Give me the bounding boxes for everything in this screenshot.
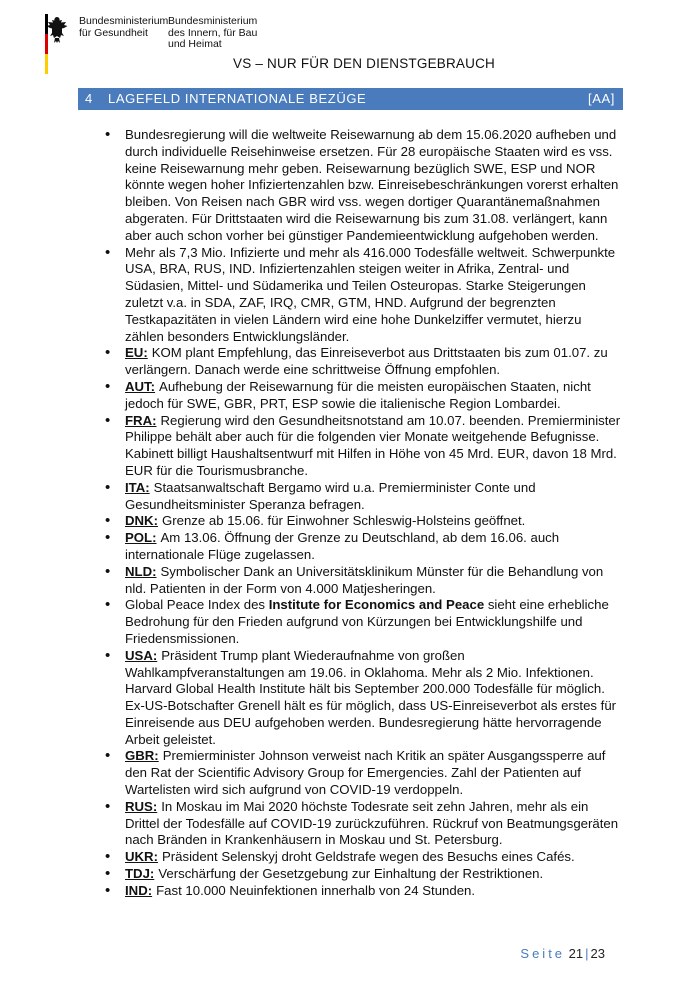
- item-text: Am 13.06. Öffnung der Grenze zu Deutschland, ab dem 16.06. auch internationale Flüge zugelassen.: [125, 530, 560, 562]
- main-content: [103, 127, 623, 900]
- list-item: [103, 883, 623, 900]
- country-code: RUS:: [125, 798, 158, 814]
- item-text: Staatsanwaltschaft Bergamo wird u.a. Premierminister Conte und Gesundheitsminister Speranza befragen.: [125, 479, 536, 512]
- item-text: Mehr als 7,3 Mio. Infizierte und mehr als 416.000 Todesfälle weltweit. Schwerpunkte USA, BRA, RUS, IND. Infiziertenzahlen steigen weiter in Afrika, Zentral- und Südasien, Mittel- und Südamerika und Teilen Osteuropas. Starke Steigerungen zuletzt v.a. in SDA, ZAF, IRQ, CMR, GTM, HND. Aufgrund der begrenzten Testkapazitäten in vielen Ländern wird eine hohe Dunkelziffer vermutet, hierzu zählen besonders Entwicklungsländer.: [125, 244, 616, 344]
- page-number: 21: [568, 946, 584, 961]
- item-text: Regierung wird den Gesundheitsnotstand am 10.07. beenden. Premierminister Philippe behält aber auch für die folgenden vier Monate weitgehende Befugnisse. Kabinett billigt Haushaltsentwurf mit Hilfen in Höhe von 45 Mrd. EUR, davon 18 Mrd. EUR für die Tourismusbranche.: [125, 412, 621, 478]
- page-footer: [520, 946, 605, 961]
- item-text: KOM plant Empfehlung, das Einreiseverbot aus Drittstaaten bis zum 01.07. zu verlängern. Danach werde eine schrittweise Öffnung empfohlen.: [125, 345, 608, 378]
- list-item: [103, 866, 623, 883]
- list-item: [103, 413, 623, 480]
- country-code: IND:: [125, 882, 153, 898]
- flag-black: [45, 14, 48, 34]
- item-text: Grenze ab 15.06. für Einwohner Schleswig-Holsteins geöffnet.: [161, 513, 526, 529]
- list-item: [103, 648, 623, 749]
- item-text: Symbolischer Dank an Universitätsklinikum Münster für die Behandlung von nld. Patienten in der Form von 4.000 Matjesheringen.: [125, 563, 604, 596]
- country-code: AUT:: [125, 378, 156, 394]
- list-item: [103, 379, 623, 413]
- country-code: FRA:: [125, 412, 157, 428]
- country-code: UKR:: [125, 849, 158, 865]
- country-code: EU:: [125, 345, 148, 361]
- list-item: [103, 530, 623, 564]
- item-text: Aufhebung der Reisewarnung für die meisten europäischen Staaten, nicht jedoch für SWE, GBR, PRT, ESP sowie die italienische Region Lombardei.: [125, 378, 591, 411]
- section-tag: [AA]: [588, 91, 615, 106]
- ministry-interior-label: Bundesministerium des Innern, für Bau und Heimat: [168, 15, 258, 50]
- list-item: [103, 748, 623, 798]
- ministry-health-label: Bundesministerium für Gesundheit: [79, 15, 169, 39]
- item-text: Fast 10.000 Neuinfektionen innerhalb von 24 Stunden.: [156, 882, 476, 898]
- section-header-bar: [78, 88, 623, 110]
- section-number: 4: [85, 91, 93, 106]
- list-item: [103, 127, 623, 245]
- page-separator: |: [585, 946, 589, 961]
- country-code: TDJ:: [125, 866, 155, 882]
- item-text: sieht eine erhebliche Bedrohung für den Frieden aufgrund von Kürzungen bei Entwicklungshilfe und Friedensmissionen.: [125, 597, 609, 646]
- item-text: Bundesregierung will die weltweite Reisewarnung ab dem 15.06.2020 aufheben und durch individuelle Reisehinweise ersetzen. Für 28 europäische Staaten wird es vss. keine Reisewarnung mehr geben. Reisewarnung bezüglich SWE, ESP und NOR könnte wegen hoher Infiziertenzahlen bzw. Einreisebeschränkungen vorerst erhalten bleiben. Von Reisen nach GBR wird vss. wegen dortiger Quarantänemaßnahmen abgeraten. Für Drittstaaten wird die Reisewarnung bis zum 31.08. verlängert, kann aber auch schon vorher bei günstiger Pandemieentwicklung aufgehoben werden.: [125, 127, 619, 243]
- institute-name: Institute for Economics and Peace: [268, 597, 485, 613]
- country-code: ITA:: [125, 479, 150, 495]
- country-code: USA:: [125, 647, 158, 663]
- country-code: GBR:: [125, 748, 159, 764]
- country-code: NLD:: [125, 563, 157, 579]
- list-item: [103, 480, 623, 514]
- item-text: Präsident Selenskyj droht Geldstrafe wegen des Besuchs eines Cafés.: [161, 849, 575, 865]
- section-title: LAGEFELD INTERNATIONALE BEZÜGE: [108, 91, 367, 106]
- federal-eagle-icon: [46, 16, 68, 44]
- item-text: In Moskau im Mai 2020 höchste Todesrate seit zehn Jahren, mehr als ein Drittel der Todesfälle auf COVID-19 zurückzuführen. Rückruf von Beatmungsgeräten nach Bränden in Krankenhäusern in Moskau und St. Petersburg.: [125, 798, 619, 848]
- list-item: [103, 597, 623, 647]
- list-item: [103, 345, 623, 379]
- item-text: Verschärfung der Gesetzgebung zur Einhaltung der Restriktionen.: [158, 866, 544, 882]
- country-code: DNK:: [125, 513, 158, 529]
- flag-red: [45, 34, 48, 54]
- item-text-prefix: Global Peace Index des: [125, 597, 269, 613]
- page-total: 23: [590, 946, 605, 961]
- country-code: POL:: [125, 530, 157, 546]
- list-item: [103, 245, 623, 346]
- list-item: [103, 513, 623, 530]
- list-item: [103, 849, 623, 866]
- item-text: Premierminister Johnson verweist nach Kritik an später Ausgangssperre auf den Rat der Scientific Advisory Group for Emergencies. Zahl der Patienten auf Wartelisten wird sich aufgrund von COVID-19 verdoppeln.: [125, 748, 606, 798]
- list-item: [103, 564, 623, 598]
- bullet-list: [103, 127, 623, 900]
- page-label: Seite: [520, 946, 566, 961]
- classification-label: [0, 56, 700, 71]
- list-item: [103, 799, 623, 849]
- item-text: Präsident Trump plant Wiederaufnahme von großen Wahlkampfveranstaltungen am 19.06. in Oklahoma. Mehr als 2 Mio. Infektionen. Harvard Global Health Institute hält bis September 200.000 Todesfälle für möglich. Ex-US-Botschafter Grenell hält es für möglich, dass US-Einreiseverbot als erstes für Einreisende aus DEU aufgehoben werden. Bundesregierung hätte hervorragende Arbeit geleistet.: [125, 647, 617, 747]
- classification-text: VS – NUR FÜR DEN DIENSTGEBRAUCH: [233, 56, 495, 71]
